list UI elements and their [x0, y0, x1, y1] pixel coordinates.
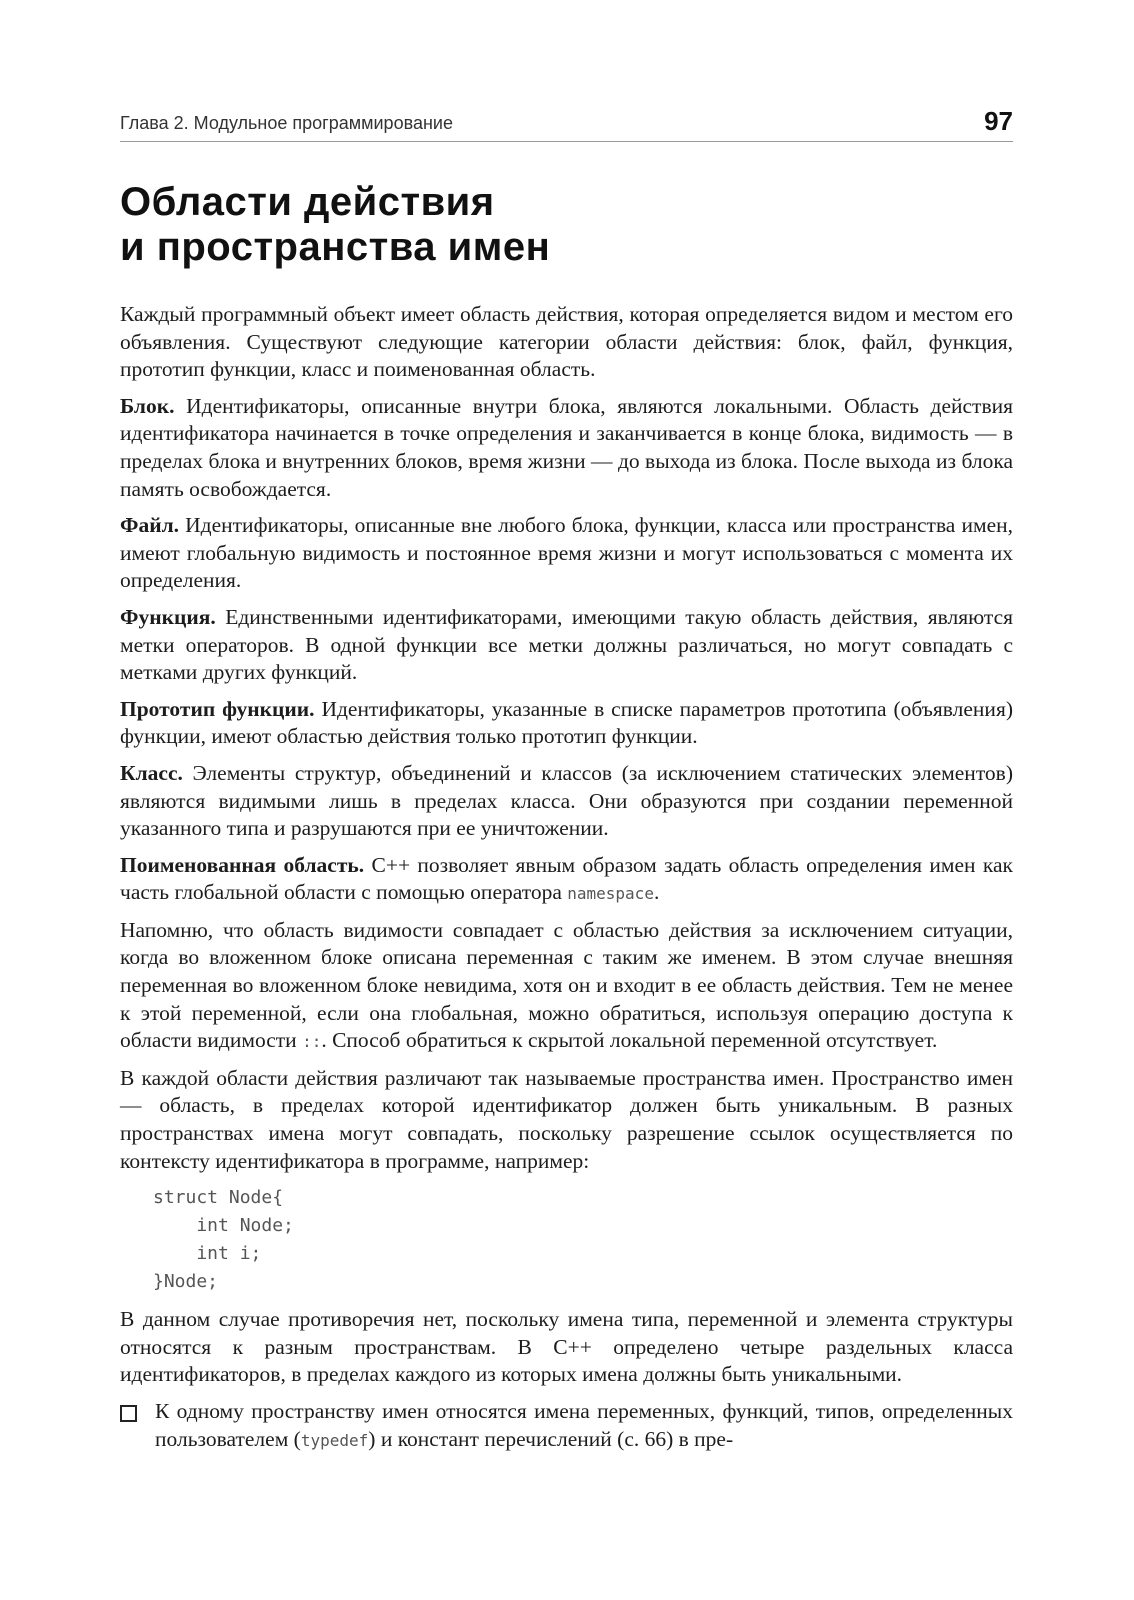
term-file: Файл.: [120, 513, 180, 538]
section-heading-line1: Области действия: [120, 180, 495, 224]
bullet1-end: ) и констант перечислений (с. 66) в пре-: [368, 1426, 734, 1451]
prototype-paragraph: [120, 696, 1013, 751]
section-heading-line2: и пространства имен: [120, 225, 551, 269]
bullet1-text: К одному пространству имен относятся имена переменных, функций, типов, определенных пользователем (: [155, 1399, 1013, 1451]
visibility-text: Напомню, что область видимости совпадает с областью действия за исключением ситуации, когда во вложенном блоке описана переменная с таким же именем. В этом случае внешняя переменная во вложенном блоке невидима, хотя он и входит в ее область действия. Тем не менее к этой переменной, если она глобальная, можно обратиться, используя операцию доступа к области видимости: [120, 917, 1013, 1053]
section-heading: [120, 180, 1013, 270]
running-head: [120, 108, 1013, 142]
named-area-text: C++ позволяет явным образом задать область определения имен как часть глобальной области с помощью оператора: [120, 852, 1013, 905]
named-area-paragraph: [120, 852, 1013, 908]
term-function: Функция.: [120, 604, 216, 629]
term-prototype: Прототип функции.: [120, 696, 315, 721]
visibility-end: . Способ обратиться к скрытой локальной переменной отсутствует.: [321, 1028, 938, 1053]
block-text: Идентификаторы, описанные внутри блока, являются локальными. Область действия идентификатора начинается в точке определения и заканчивается в конце блока, видимость — в пределах блока и внутренних блоков, время жизни — до выхода из блока. После выхода из блока память освобождается.: [120, 393, 1013, 501]
intro-paragraph: Каждый программный объект имеет область действия, которая определяется видом и местом его объявления. Существуют следующие категории области действия: блок, файл, функция, прототип функции, класс и поименованная область.: [120, 302, 1013, 382]
prototype-text: Идентификаторы, указанные в списке параметров прототипа (объявления) функции, имеют областью действия только прототип функции.: [120, 696, 1013, 749]
named-area-end: .: [653, 880, 660, 905]
chapter-title: Глава 2. Модульное программирование: [120, 113, 453, 133]
list-item: [120, 1398, 1013, 1454]
term-named-area: Поименованная область.: [120, 852, 365, 877]
term-block: Блок.: [120, 393, 175, 418]
function-text: Единственными идентификаторами, имеющими такую область действия, являются метки операторов. В одной функции все метки должны различаться, но могут совпадать с метками других функций.: [120, 604, 1013, 685]
book-page: [120, 108, 1013, 1454]
code-example: struct Node{ int Node; int i; }Node;: [153, 1187, 294, 1293]
after-code-paragraph: В данном случае противоречия нет, поскольку имена типа, переменной и элемента структуры относятся к разным пространствам. В C++ определено четыре раздельных класса идентификаторов, в пределах каждого из которых имена должны быть уникальными.: [120, 1307, 1013, 1387]
visibility-paragraph: [120, 917, 1013, 1056]
block-paragraph: [120, 393, 1013, 503]
scope-operator: ::: [302, 1032, 322, 1052]
list-item-text: [155, 1398, 1013, 1454]
typedef-keyword: typedef: [300, 1430, 369, 1450]
namespace-keyword: namespace: [567, 884, 654, 904]
file-paragraph: [120, 512, 1013, 595]
function-paragraph: [120, 604, 1013, 687]
class-paragraph: [120, 760, 1013, 843]
checkbox-bullet-icon: [120, 1405, 137, 1422]
page-number: 97: [984, 106, 1013, 136]
namespaces-paragraph: В каждой области действия различают так называемые пространства имен. Пространство имен — область, в пределах которой идентификатор должен быть уникальным. В разных пространствах имена могут совпадать, поскольку разрешение ссылок осуществляется по контексту идентификатора в программе, например:: [120, 1065, 1013, 1173]
class-text: Элементы структур, объединений и классов (за исключением статических элементов) являются видимыми лишь в пределах класса. Они образуются при создании переменной указанного типа и разрушаются при ее уничтожении.: [120, 760, 1013, 841]
term-class: Класс.: [120, 760, 183, 785]
file-text: Идентификаторы, описанные вне любого блока, функции, класса или пространства имен, имеют глобальную видимость и постоянное время жизни и могут использоваться с момента их определения.: [120, 513, 1013, 593]
